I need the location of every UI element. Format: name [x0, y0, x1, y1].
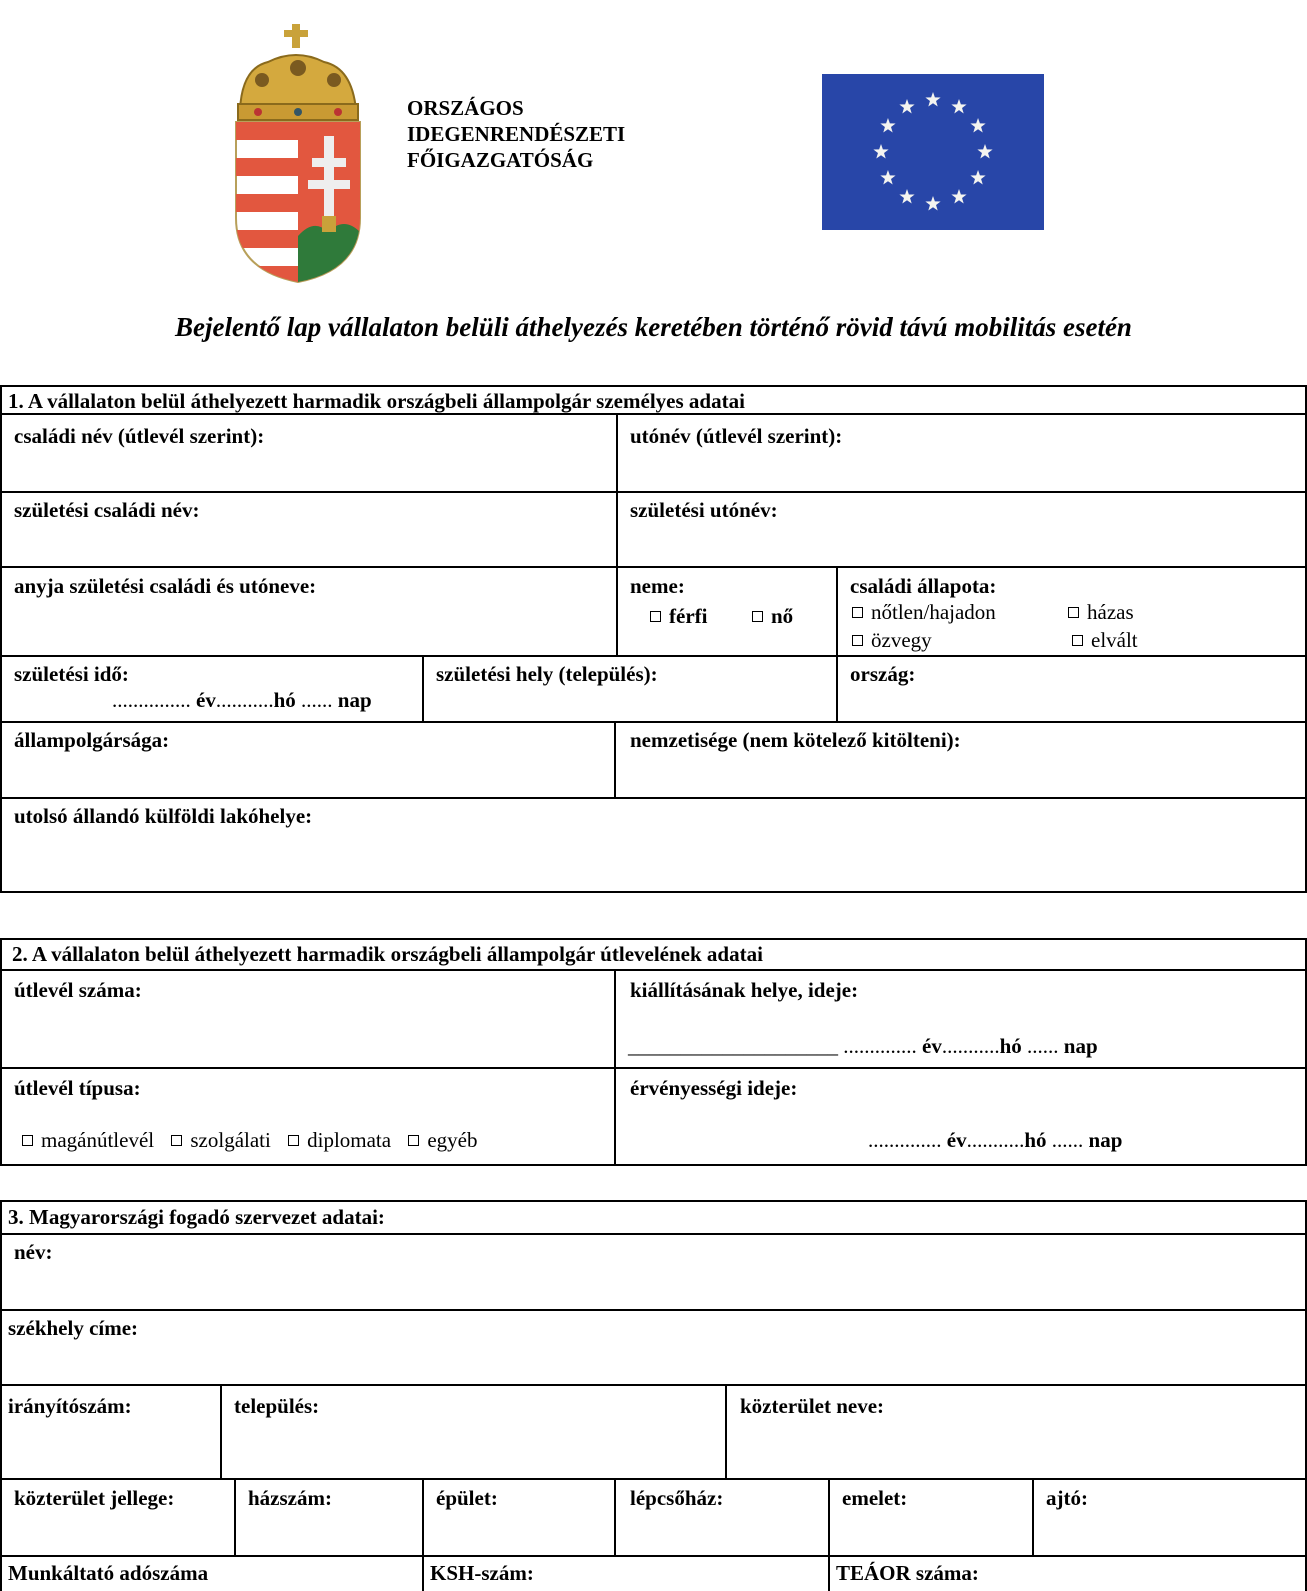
page-title: Bejelentő lap vállalaton belüli áthelyezés keretében történő rövid távú mobilitás esetén	[175, 312, 1132, 342]
checkbox-widowed[interactable]	[852, 635, 863, 646]
eu-flag	[822, 74, 1044, 230]
seat-address-label: székhely címe:	[8, 1316, 139, 1340]
ksh-number-label: KSH-szám:	[430, 1561, 534, 1585]
validity-date-fields[interactable]: .............. év...........hó ...... nap	[868, 1128, 1123, 1152]
checkbox-divorced[interactable]	[1072, 635, 1083, 646]
sex-female-option[interactable]: nő	[752, 604, 793, 629]
section-3-table	[0, 1200, 1307, 1591]
checkbox-female[interactable]	[752, 611, 763, 622]
passport-type-options[interactable]	[22, 1128, 478, 1153]
org-line-2: IDEGENRENDÉSZETI	[407, 122, 626, 146]
checkbox-diplomatic[interactable]	[288, 1135, 299, 1146]
passport-number-label: útlevél száma:	[14, 978, 142, 1002]
marital-status-label: családi állapota:	[850, 574, 997, 598]
nationality-label: nemzetisége (nem kötelező kitölteni):	[630, 728, 961, 752]
house-number-label: házszám:	[248, 1486, 332, 1510]
org-line-3: FŐIGAZGATÓSÁG	[407, 148, 594, 172]
tax-number-label: Munkáltató adószáma	[8, 1561, 209, 1585]
checkbox-private[interactable]	[22, 1135, 33, 1146]
hungarian-coat-of-arms	[228, 18, 368, 286]
marital-married-option[interactable]: házas	[1068, 600, 1134, 625]
issue-date-fields[interactable]: ____________________ .............. év...........hó ...... nap	[628, 1034, 1098, 1058]
section-1-heading: 1. A vállalaton belül áthelyezett harmadik országbeli állampolgár személyes adatai	[8, 389, 745, 413]
birth-date-label: születési idő:	[14, 662, 129, 686]
type-diplomatic-option[interactable]: diplomata	[288, 1128, 391, 1152]
section-3-heading: 3. Magyarországi fogadó szervezet adatai:	[8, 1205, 385, 1229]
org-line-1: ORSZÁGOS	[407, 96, 524, 120]
organization-name	[407, 95, 625, 173]
sex-male-option[interactable]: férfi	[650, 604, 707, 629]
birth-family-name-label: születési családi név:	[14, 498, 200, 522]
given-name-label: utónév (útlevél szerint):	[630, 424, 843, 448]
validity-label: érvényességi ideje:	[630, 1076, 798, 1100]
staircase-label: lépcsőház:	[630, 1486, 724, 1510]
marital-widowed-option[interactable]: özvegy	[852, 628, 932, 653]
teaor-number-label: TEÁOR száma:	[836, 1561, 979, 1585]
checkbox-other[interactable]	[408, 1135, 419, 1146]
type-private-option[interactable]: magánútlevél	[22, 1128, 154, 1152]
birth-date-fields[interactable]: ............... év...........hó ...... nap	[112, 688, 372, 712]
settlement-label: település:	[234, 1394, 320, 1418]
door-label: ajtó:	[1046, 1486, 1088, 1510]
type-service-option[interactable]: szolgálati	[171, 1128, 270, 1152]
sex-label: neme:	[630, 574, 685, 598]
birth-given-name-label: születési utónév:	[630, 498, 778, 522]
checkbox-married[interactable]	[1068, 607, 1079, 618]
issue-place-date-label: kiállításának helye, ideje:	[630, 978, 859, 1002]
postcode-label: irányítószám:	[8, 1394, 132, 1418]
mother-name-label: anyja születési családi és utóneve:	[14, 574, 317, 598]
floor-label: emelet:	[842, 1486, 908, 1510]
country-label: ország:	[850, 662, 916, 686]
marital-divorced-option[interactable]: elvált	[1072, 628, 1138, 653]
street-type-label: közterület jellege:	[14, 1486, 175, 1510]
name-label: név:	[14, 1240, 53, 1264]
birth-place-label: születési hely (település):	[436, 662, 658, 686]
citizenship-label: állampolgársága:	[14, 728, 170, 752]
checkbox-service[interactable]	[171, 1135, 182, 1146]
passport-type-label: útlevél típusa:	[14, 1076, 141, 1100]
street-name-label: közterület neve:	[740, 1394, 885, 1418]
type-other-option[interactable]: egyéb	[408, 1128, 477, 1152]
last-residence-label: utolsó állandó külföldi lakóhelye:	[14, 804, 313, 828]
section-2-heading: 2. A vállalaton belül áthelyezett harmadik országbeli állampolgár útlevelének adatai	[12, 942, 763, 966]
marital-single-option[interactable]: nőtlen/hajadon	[852, 600, 996, 625]
checkbox-male[interactable]	[650, 611, 661, 622]
checkbox-single[interactable]	[852, 607, 863, 618]
family-name-label: családi név (útlevél szerint):	[14, 424, 265, 448]
building-label: épület:	[436, 1486, 498, 1510]
